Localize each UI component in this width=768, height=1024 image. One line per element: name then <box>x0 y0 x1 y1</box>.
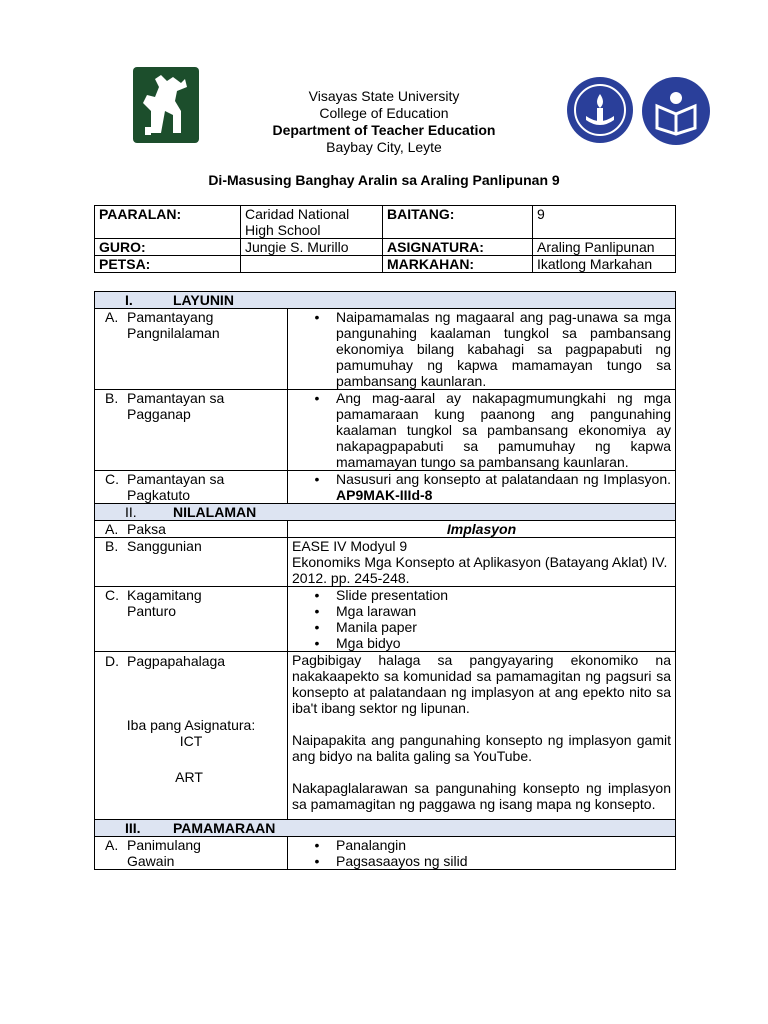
list-item <box>292 853 671 869</box>
row-label: Pagpapahalaga <box>127 653 226 669</box>
markahan-value: Ikatlong Markahan <box>533 256 676 273</box>
ict-text: Naipapakita ang pangunahing konsepto ng implasyon gamit ang bidyo na balita galing sa YouTube. <box>292 732 671 764</box>
row-pamantayang-pangnilalaman <box>95 309 676 390</box>
row-text: Naipamamalas ng magaaral ang pag-unawa sa mga pangunahing kaalaman tungkol sa pambansang ekonomiya bilang kabahagi sa pagpapabuti ng pamumuhay ng kapwa mamamayan tungo sa pambansang kaunlaran. <box>336 309 671 389</box>
row-pagpapahalaga <box>95 652 676 820</box>
row-letter: A. <box>105 837 119 853</box>
row-label: Sanggunian <box>127 538 202 554</box>
row-label: Pamantayan sa <box>127 471 225 487</box>
row-text: Ang mag-aaral ay nakapagmumungkahi ng mga pamamaraan kung paanong ang pangunahing kaalaman tungkol sa pambansang ekonomiya ay nakapagpapabuti sa pamumuhay ng kapwa mamamayan tungo sa pambansang kaunlaran. <box>336 390 671 470</box>
row-label: Pamantayang <box>127 309 214 325</box>
baitang-value: 9 <box>533 206 676 239</box>
row-pamantayan-sa-pagkatuto <box>95 471 676 504</box>
list-item-text: Pagsasaayos ng silid <box>336 853 468 869</box>
guro-label: GURO: <box>95 239 241 256</box>
list-item-text: Slide presentation <box>336 587 449 603</box>
bullet-icon: • <box>314 635 320 651</box>
list-item <box>292 587 671 603</box>
row-text: Nasusuri ang konsepto at palatandaan ng Implasyon. <box>336 471 671 487</box>
list-item <box>292 837 671 853</box>
row-letter: C. <box>105 587 119 603</box>
row-label: Panimulang <box>127 837 201 853</box>
row-label: Paksa <box>127 521 166 537</box>
row-paksa <box>95 521 676 538</box>
row-letter: B. <box>105 538 119 554</box>
section-pamamaraan <box>95 820 676 837</box>
list-item <box>292 603 671 619</box>
list-item <box>292 635 671 651</box>
art-label: ART <box>175 769 203 785</box>
section-number: I. <box>125 292 133 308</box>
row-panimulang-gawain <box>95 837 676 870</box>
bullet-icon: • <box>314 309 320 325</box>
section-number: III. <box>125 820 141 836</box>
lesson-plan-table <box>94 291 676 870</box>
ict-label: ICT <box>179 733 203 749</box>
row-label: Kagamitang <box>127 587 202 603</box>
paaralan-label: PAARALAN: <box>95 206 241 239</box>
section-nilalaman <box>95 504 676 521</box>
list-item <box>292 619 671 635</box>
bullet-icon: • <box>314 471 320 487</box>
row-letter: D. <box>105 653 119 669</box>
document-title: Di-Masusing Banghay Aralin sa Araling Panlipunan 9 <box>208 172 560 188</box>
asignatura-value: Araling Panlipunan <box>533 239 676 256</box>
row-letter: A. <box>105 309 119 325</box>
competency-code: AP9MAK-IIId-8 <box>336 487 433 503</box>
list-item-text: Mga larawan <box>336 603 417 619</box>
petsa-label: PETSA: <box>95 256 241 273</box>
iba-pang-asignatura-label: Iba pang Asignatura: <box>126 717 256 733</box>
paksa-value: Implasyon <box>288 521 676 538</box>
bullet-icon: • <box>314 587 320 603</box>
college-name: College of Education <box>319 105 449 121</box>
art-text: Nakapaglalarawan sa pangunahing konsepto ng implasyon sa pamamagitan ng paggawa ng isang mapa ng konsepto. <box>292 780 671 812</box>
bullet-icon: • <box>314 837 320 853</box>
list-item-text: Panalangin <box>336 837 407 853</box>
markahan-label: MARKAHAN: <box>383 256 533 273</box>
department-name: Department of Teacher Education <box>272 122 496 138</box>
bullet-icon: • <box>314 853 320 869</box>
baitang-label: BAITANG: <box>383 206 533 239</box>
guro-value: Jungie S. Murillo <box>241 239 383 256</box>
section-title: LAYUNIN <box>173 292 234 308</box>
asignatura-label: ASIGNATURA: <box>383 239 533 256</box>
section-number: II. <box>125 504 137 520</box>
row-label: Gawain <box>127 853 175 869</box>
list-item-text: Manila paper <box>336 619 417 635</box>
university-name: Visayas State University <box>308 88 460 104</box>
row-label: Pangnilalaman <box>127 325 220 341</box>
row-letter: C. <box>105 471 119 487</box>
reference-line: EASE IV Modyul 9 <box>292 538 408 554</box>
info-table <box>94 205 676 273</box>
bullet-icon: • <box>314 619 320 635</box>
reference-line: Ekonomiks Mga Konsepto at Aplikasyon (Batayang Aklat) IV. 2012. pp. 245-248. <box>292 554 668 586</box>
row-pamantayan-sa-pagganap <box>95 390 676 471</box>
section-title: NILALAMAN <box>173 504 257 520</box>
petsa-value <box>241 256 383 273</box>
row-letter: A. <box>105 521 119 537</box>
location: Baybay City, Leyte <box>326 139 442 155</box>
list-item-text: Mga bidyo <box>336 635 401 651</box>
bullet-icon: • <box>314 603 320 619</box>
row-kagamitang-panturo <box>95 587 676 652</box>
bullet-icon: • <box>314 390 320 406</box>
pagpapahalaga-text: Pagbibigay halaga sa pangyayaring ekonomiko na nakakaapekto sa komunidad sa pamamagitan ng pagsuri sa konsepto at palatandaan ng implasyon at ang epekto nito sa iba't ibang sektor ng lipunan. <box>292 652 671 716</box>
row-label: Pagganap <box>127 406 191 422</box>
row-label: Pagkatuto <box>127 487 191 503</box>
row-label: Pamantayan sa <box>127 390 225 406</box>
section-title: PAMAMARAAN <box>173 820 276 836</box>
row-letter: B. <box>105 390 119 406</box>
row-label: Panturo <box>127 603 177 619</box>
section-layunin <box>95 292 676 309</box>
paaralan-value: Caridad National High School <box>241 206 383 239</box>
row-sanggunian <box>95 538 676 587</box>
